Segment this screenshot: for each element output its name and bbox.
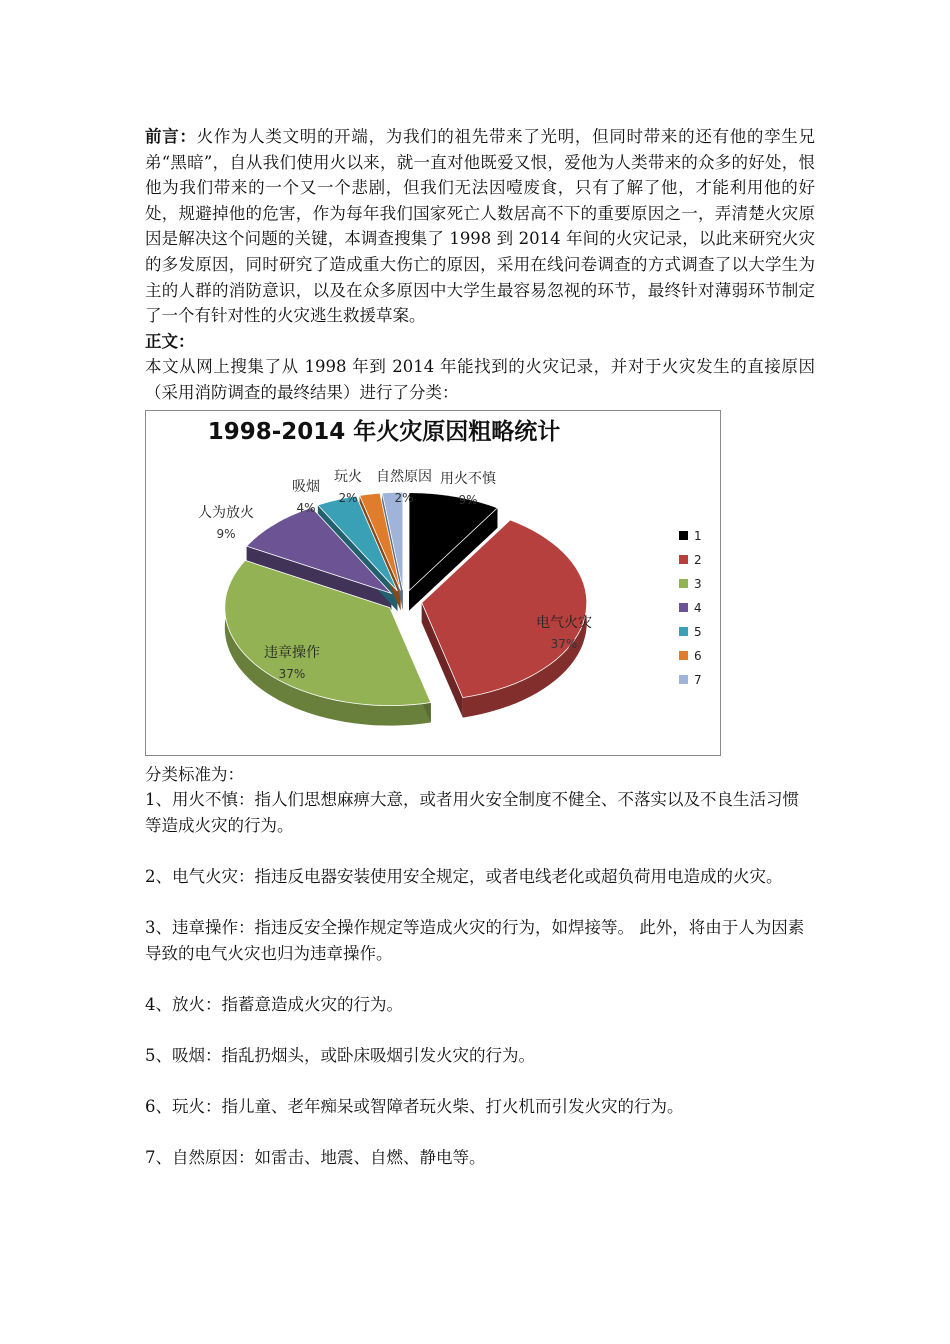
slice-value-3: 37%: [278, 666, 306, 681]
legend-label-1: 1: [694, 528, 702, 543]
preface-paragraph: [145, 124, 815, 329]
slice-value-1: 9%: [458, 492, 478, 507]
legend-swatch-3: [679, 579, 688, 588]
legend-label-2: 2: [694, 552, 702, 567]
slice-value-5: 4%: [296, 500, 316, 515]
chart-title: 1998-2014 年火灾原因粗略统计: [207, 418, 561, 445]
body-heading: 正文：: [145, 331, 195, 351]
legend-swatch-2: [679, 555, 688, 564]
slice-label-4: 人为放火: [198, 504, 254, 521]
standard-item-1: 1、用火不慎：指人们思想麻痹大意，或者用火安全制度不健全、不落实以及不良生活习惯等造成火灾的行为。: [145, 790, 799, 835]
legend-swatch-4: [679, 603, 688, 612]
legend-swatch-5: [679, 627, 688, 636]
pie-chart-svg: [146, 411, 720, 755]
legend-label-5: 5: [694, 624, 702, 639]
standards-heading: 分类标准为：: [145, 764, 244, 784]
slice-label-1: 用火不慎: [440, 470, 496, 487]
legend-swatch-1: [679, 531, 688, 540]
slice-value-4: 9%: [216, 526, 236, 541]
slice-label-2: 电气火灾: [536, 614, 592, 631]
standard-item-2: 2、电气火灾：指违反电器安装使用安全规定，或者电线老化或超负荷用电造成的火灾。: [145, 866, 783, 886]
legend-swatch-6: [679, 651, 688, 660]
pie-chart: [145, 410, 721, 756]
legend-label-3: 3: [694, 576, 702, 591]
standard-item-4: 4、放火：指蓄意造成火灾的行为。: [145, 994, 403, 1014]
slice-label-7: 自然原因: [376, 468, 432, 485]
slice-value-6: 2%: [338, 490, 358, 505]
body-intro: 本文从网上搜集了从 1998 年到 2014 年能找到的火灾记录，并对于火灾发生的直接原因（采用消防调查的最终结果）进行了分类：: [145, 357, 815, 402]
slice-value-7: 2%: [394, 490, 414, 505]
preface-text: 火作为人类文明的开端，为我们的祖先带来了光明，但同时带来的还有他的孪生兄弟“黑暗”，自从我们使用火以来，就一直对他既爱又恨，爱他为人类带来的众多的好处，恨他为我们带来的一个又一个悲剧，但我们无法因噎废食，只有了解了他，才能利用他的好处，规避掉他的危害，作为每年我们国家死亡人数居高不下的重要原因之一，弄清楚火灾原因是解决这个问题的关键，本调查搜集了 1998 到 2014 年间的火灾记录，以此来研究火灾的多发原因，同时研究了造成重大伤亡的原因，采用在线问卷调查的方式调查了以大学生为主的人群的消防意识，以及在众多原因中大学生最容易忽视的环节，最终针对薄弱环节制定了一个有针对性的火灾逃生救援草案。: [145, 127, 816, 326]
slice-label-6: 玩火: [334, 468, 362, 485]
preface-heading: 前言：: [145, 127, 197, 146]
slice-value-2: 37%: [550, 636, 578, 651]
legend-swatch-7: [679, 675, 688, 684]
slice-label-5: 吸烟: [292, 478, 320, 495]
standard-item-7: 7、自然原因：如雷击、地震、自燃、静电等。: [145, 1148, 486, 1168]
standard-item-3: 3、违章操作：指违反安全操作规定等造成火灾的行为，如焊接等。 此外，将由于人为因素导致的电气火灾也归为违章操作。: [145, 918, 805, 963]
standard-item-5: 5、吸烟：指乱扔烟头，或卧床吸烟引发火灾的行为。: [145, 1046, 535, 1066]
legend-label-6: 6: [694, 648, 702, 663]
legend-label-4: 4: [694, 600, 702, 615]
standard-item-6: 6、玩火：指儿童、老年痴呆或智障者玩火柴、打火机而引发火灾的行为。: [145, 1097, 684, 1117]
slice-label-3: 违章操作: [264, 644, 320, 661]
document-page: [145, 124, 815, 1171]
legend-label-7: 7: [694, 672, 702, 687]
